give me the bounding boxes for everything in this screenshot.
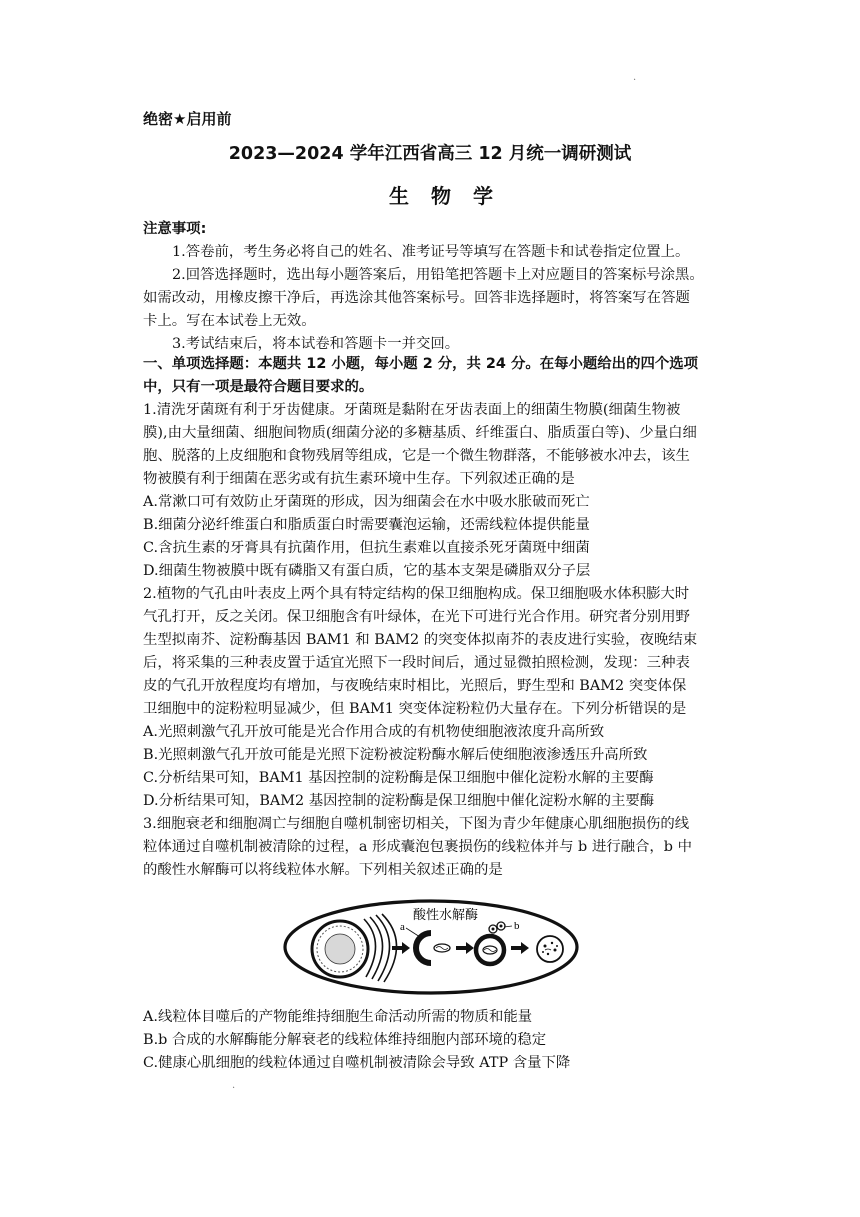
label-a: a bbox=[400, 921, 405, 933]
scan-speck: . bbox=[633, 72, 637, 83]
notice-line: 3.考试结束后，将本试卷和答题卡一并交回。 bbox=[172, 336, 460, 352]
notice-line: 1.答卷前，考生务必将自己的姓名、准考证号等填写在答题卡和试卷指定位置上。 bbox=[172, 244, 690, 260]
question-3-option-a: A.线粒体目噬后的产物能维持细胞生命活动所需的物质和能量 bbox=[143, 1009, 533, 1025]
question-1-stem: 物被膜有利于细菌在恶劣或有抗生素环境中生存。下列叙述正确的是 bbox=[143, 471, 575, 487]
question-1-option-a: A.常漱口可有效防止牙菌斑的形成，因为细菌会在水中吸水胀破而死亡 bbox=[143, 494, 590, 510]
question-1-stem: 膜),由大量细菌、细胞间物质(细菌分泌的多糖基质、纤维蛋白、脂质蛋白等)、少量白细 bbox=[143, 425, 697, 441]
question-2-option-c: C.分析结果可知，BAM1 基因控制的淀粉酶是保卫细胞中催化淀粉水解的主要酶 bbox=[143, 770, 654, 786]
arrow-icon bbox=[456, 942, 474, 954]
arrow-icon bbox=[511, 942, 529, 954]
lysosome-b-icon bbox=[489, 922, 505, 933]
notice-line: 如需改动，用橡皮擦干净后，再选涂其他答案标号。回答非选择题时，将答案写在答题 bbox=[143, 290, 690, 306]
question-2-stem: 后，将采集的三种表皮置于适宜光照下一段时间后，通过显微拍照检测，发现：三种表 bbox=[143, 655, 690, 671]
label-b: b bbox=[514, 920, 520, 932]
question-2-option-d: D.分析结果可知，BAM2 基因控制的淀粉酶是保卫细胞中催化淀粉水解的主要酶 bbox=[143, 793, 655, 809]
question-3-stem: 的酸性水解酶可以将线粒体水解。下列相关叙述正确的是 bbox=[143, 862, 503, 878]
question-1-option-c: C.含抗生素的牙膏具有抗菌作用，但抗生素难以直接杀死牙菌斑中细菌 bbox=[143, 540, 590, 556]
question-2-option-b: B.光照刺激气孔开放可能是光照下淀粉被淀粉酶水解后使细胞液渗透压升高所致 bbox=[143, 747, 648, 763]
subject-title: 生物学 bbox=[389, 184, 515, 208]
question-3-stem: 3.细胞衰老和细胞凋亡与细胞自噬机制密切相关，下图为青少年健康心肌细胞损伤的线 bbox=[143, 816, 690, 832]
label-a-pointer bbox=[406, 928, 420, 937]
question-2-stem: 生型拟南芥、淀粉酶基因 BAM1 和 BAM2 的突变体拟南芥的表皮进行实验，夜晚结束 bbox=[143, 632, 698, 648]
question-1-stem: 1.清洗牙菌斑有利于牙齿健康。牙菌斑是黏附在牙齿表面上的细菌生物膜(细菌生物被 bbox=[143, 402, 681, 418]
section-heading: 一、单项选择题：本题共 12 小题，每小题 2 分，共 24 分。在每小题给出的四个选项 bbox=[143, 356, 699, 372]
question-2-stem: 2.植物的气孔由叶表皮上两个具有特定结构的保卫细胞构成。保卫细胞吸水体积膨大时 bbox=[143, 586, 690, 602]
enzyme-label: 酸性水解酶 bbox=[413, 908, 479, 923]
damaged-mitochondrion-icon bbox=[434, 944, 450, 952]
section-heading: 中，只有一项是最符合题目要求的。 bbox=[143, 379, 374, 395]
question-2-stem: 卫细胞中的淀粉粒明显减少，但 BAM1 突变体淀粉粒仍大量存在。下列分析错误的是 bbox=[143, 701, 687, 717]
autolysosome-icon bbox=[537, 936, 563, 962]
question-3-stem: 粒体通过自噬机制被清除的过程，a 形成囊泡包裹损伤的线粒体并与 b 进行融合，b 中 bbox=[143, 839, 692, 855]
question-3-option-c: C.健康心肌细胞的线粒体通过自噬机制被清除会导致 ATP 含量下降 bbox=[143, 1055, 571, 1071]
question-1-option-d: D.细菌生物被膜中既有磷脂又有蛋白质，它的基本支架是磷脂双分子层 bbox=[143, 563, 591, 579]
confidential-label: 绝密★启用前 bbox=[143, 110, 232, 128]
scan-speck: . bbox=[232, 1080, 236, 1091]
notice-line: 2.回答选择题时，选出每小题答案后，用铅笔把答题卡上对应题目的答案标号涂黑。 bbox=[172, 267, 704, 283]
autophagy-figure bbox=[282, 882, 580, 1012]
autophagosome-icon bbox=[476, 936, 504, 964]
notice-heading: 注意事项: bbox=[143, 221, 207, 237]
question-2-stem: 气孔打开，反之关闭。保卫细胞含有叶绿体，在光下可进行光合作用。研究者分别用野 bbox=[143, 609, 690, 625]
question-2-option-a: A.光照刺激气孔开放可能是光合作用合成的有机物使细胞液浓度升高所致 bbox=[143, 724, 605, 740]
question-2-stem: 皮的气孔开放程度均有增加，与夜晚结束时相比，光照后，野生型和 BAM2 突变体保 bbox=[143, 678, 687, 694]
question-1-stem: 胞、脱落的上皮细胞和食物残屑等组成，它是一个微生物群落，不能够被水冲去，该生 bbox=[143, 448, 690, 464]
question-3-option-b: B.b 合成的水解酶能分解衰老的线粒体维持细胞内部环境的稳定 bbox=[143, 1032, 547, 1048]
nucleus-icon bbox=[312, 921, 368, 977]
question-1-option-b: B.细菌分泌纤维蛋白和脂质蛋白时需要囊泡运输，还需线粒体提供能量 bbox=[143, 517, 590, 533]
exam-title: 2023—2024 学年江西省高三 12 月统一调研测试 bbox=[228, 144, 632, 164]
arrow-icon bbox=[392, 942, 410, 954]
notice-line: 卡上。写在本试卷上无效。 bbox=[143, 313, 316, 329]
phagophore-a-icon bbox=[416, 933, 431, 963]
